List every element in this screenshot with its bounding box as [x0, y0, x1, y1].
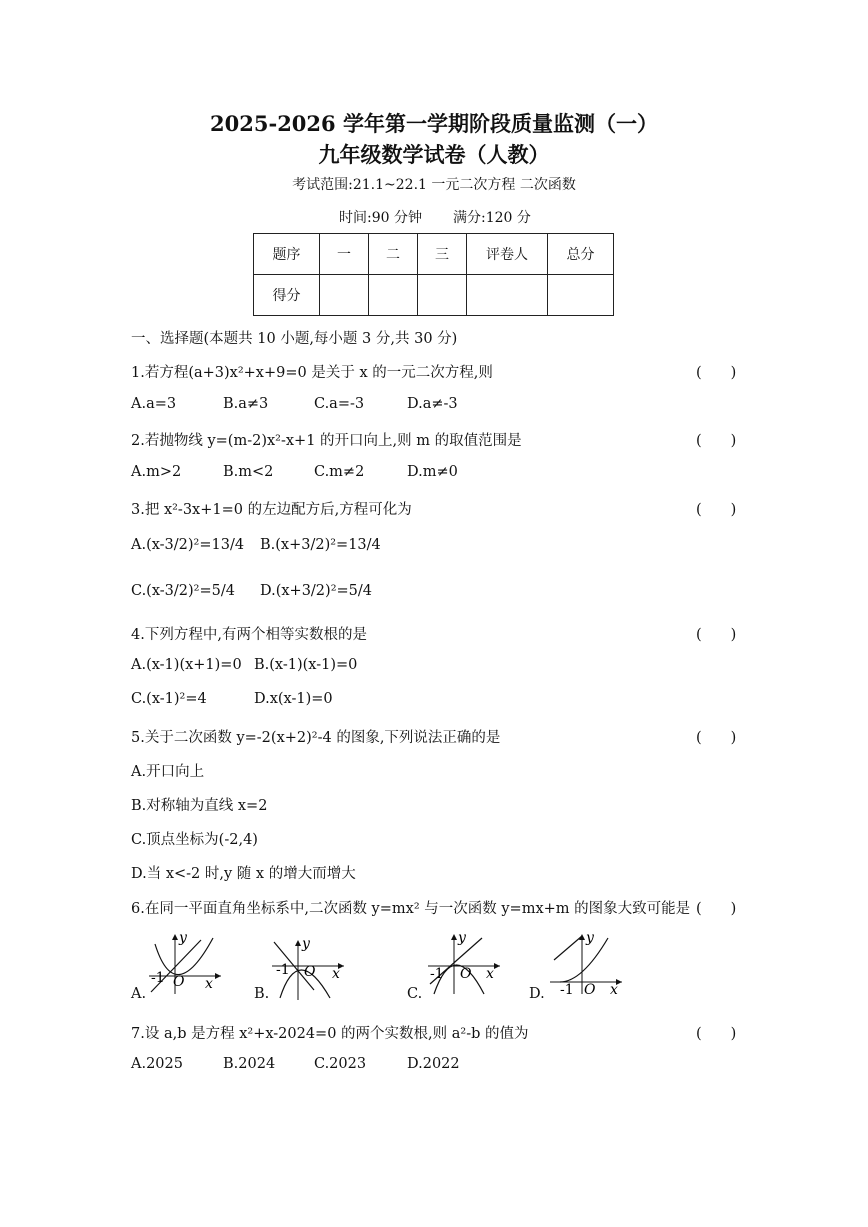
option-d: D.x(x-1)=0 [254, 691, 333, 707]
option-d: D.a≠-3 [407, 396, 458, 412]
neg-one-label: -1 [276, 962, 290, 978]
score-input-cell[interactable] [369, 275, 418, 316]
exam-time: 时间:90 分钟 [339, 210, 422, 226]
option-a: A.a=3 [131, 396, 177, 412]
option-d: D.(x+3/2)²=5/4 [260, 583, 372, 599]
option-d: D.当 x<-2 时,y 随 x 的增大而增大 [131, 866, 356, 882]
answer-bracket[interactable]: ( ) [696, 365, 737, 381]
neg-one-label: -1 [430, 966, 444, 982]
score-input-cell[interactable] [467, 275, 548, 316]
answer-bracket[interactable]: ( ) [696, 1026, 737, 1042]
question-stem: 3.把 x²-3x+1=0 的左边配方后,方程可化为 [131, 502, 412, 518]
option-c: C.(x-3/2)²=5/4 [131, 583, 235, 599]
option-c: C.(x-1)²=4 [131, 691, 207, 707]
neg-one-label: -1 [560, 982, 574, 996]
y-axis-label: y [179, 930, 187, 946]
option-a: A.2025 [131, 1056, 183, 1072]
score-cell: 总分 [548, 234, 614, 275]
graph-c [424, 930, 504, 996]
graph-b [268, 936, 348, 1002]
answer-bracket[interactable]: ( ) [696, 433, 737, 449]
score-cell: 题序 [254, 234, 320, 275]
question-stem: 2.若抛物线 y=(m-2)x²-x+1 的开口向上,则 m 的取值范围是 [131, 433, 522, 449]
origin-label: O [173, 974, 185, 990]
option-b: B. [254, 986, 270, 1002]
option-b: B.m<2 [223, 464, 274, 480]
neg-one-label: -1 [151, 970, 165, 986]
exam-scope: 考试范围:21.1~22.1 一元二次方程 二次函数 [292, 177, 576, 193]
answer-bracket[interactable]: ( ) [696, 901, 737, 917]
y-axis-label: y [458, 930, 466, 946]
option-c: C.m≠2 [314, 464, 365, 480]
x-axis-label: x [486, 966, 494, 982]
graph-a [145, 930, 225, 996]
origin-label: O [584, 982, 596, 996]
score-cell: 二 [369, 234, 418, 275]
answer-bracket[interactable]: ( ) [696, 502, 737, 518]
score-input-cell[interactable] [320, 275, 369, 316]
option-c: C.2023 [314, 1056, 367, 1072]
x-axis-label: x [205, 976, 213, 992]
option-a: A.(x-1)(x+1)=0 [131, 657, 242, 673]
option-a: A.(x-3/2)²=13/4 [131, 537, 245, 553]
question-stem: 7.设 a,b 是方程 x²+x-2024=0 的两个实数根,则 a²-b 的值为 [131, 1026, 529, 1042]
option-b: B.2024 [223, 1056, 276, 1072]
option-b: B.(x-1)(x-1)=0 [254, 657, 358, 673]
option-d: D.2022 [407, 1056, 460, 1072]
origin-label: O [304, 964, 316, 980]
option-a: A.m>2 [131, 464, 182, 480]
option-b: B.a≠3 [223, 396, 269, 412]
option-a: A. [131, 986, 147, 1002]
x-axis-label: x [332, 966, 340, 982]
score-table-score-row [254, 275, 614, 316]
origin-label: O [460, 966, 472, 982]
option-d: D. [529, 986, 545, 1002]
score-input-cell[interactable] [418, 275, 467, 316]
option-a: A.开口向上 [131, 764, 205, 780]
option-c: C. [407, 986, 423, 1002]
answer-bracket[interactable]: ( ) [696, 730, 737, 746]
question-stem: 5.关于二次函数 y=-2(x+2)²-4 的图象,下列说法正确的是 [131, 730, 501, 746]
score-cell: 一 [320, 234, 369, 275]
score-cell: 得分 [254, 275, 320, 316]
option-b: B.(x+3/2)²=13/4 [260, 537, 381, 553]
y-axis-label: y [586, 930, 594, 946]
x-axis-label: x [610, 982, 618, 996]
score-cell: 三 [418, 234, 467, 275]
section-heading: 一、选择题(本题共 10 小题,每小题 3 分,共 30 分) [131, 331, 458, 347]
option-c: C.a=-3 [314, 396, 365, 412]
exam-title: 2025-2026 学年第一学期阶段质量监测（一） [210, 111, 658, 136]
question-stem: 1.若方程(a+3)x²+x+9=0 是关于 x 的一元二次方程,则 [131, 365, 493, 381]
option-d: D.m≠0 [407, 464, 458, 480]
score-cell: 评卷人 [467, 234, 548, 275]
option-c: C.顶点坐标为(-2,4) [131, 832, 258, 848]
question-stem: 4.下列方程中,有两个相等实数根的是 [131, 627, 367, 643]
graph-d [546, 930, 626, 996]
score-input-cell[interactable] [548, 275, 614, 316]
question-stem: 6.在同一平面直角坐标系中,二次函数 y=mx² 与一次函数 y=mx+m 的图象大致可能是 [131, 901, 691, 917]
exam-subtitle: 九年级数学试卷（人教） [318, 142, 550, 167]
score-table [253, 233, 614, 316]
answer-bracket[interactable]: ( ) [696, 627, 737, 643]
y-axis-label: y [302, 936, 310, 952]
score-table-header-row [254, 234, 614, 275]
exam-full-score: 满分:120 分 [453, 210, 531, 226]
option-b: B.对称轴为直线 x=2 [131, 798, 268, 814]
